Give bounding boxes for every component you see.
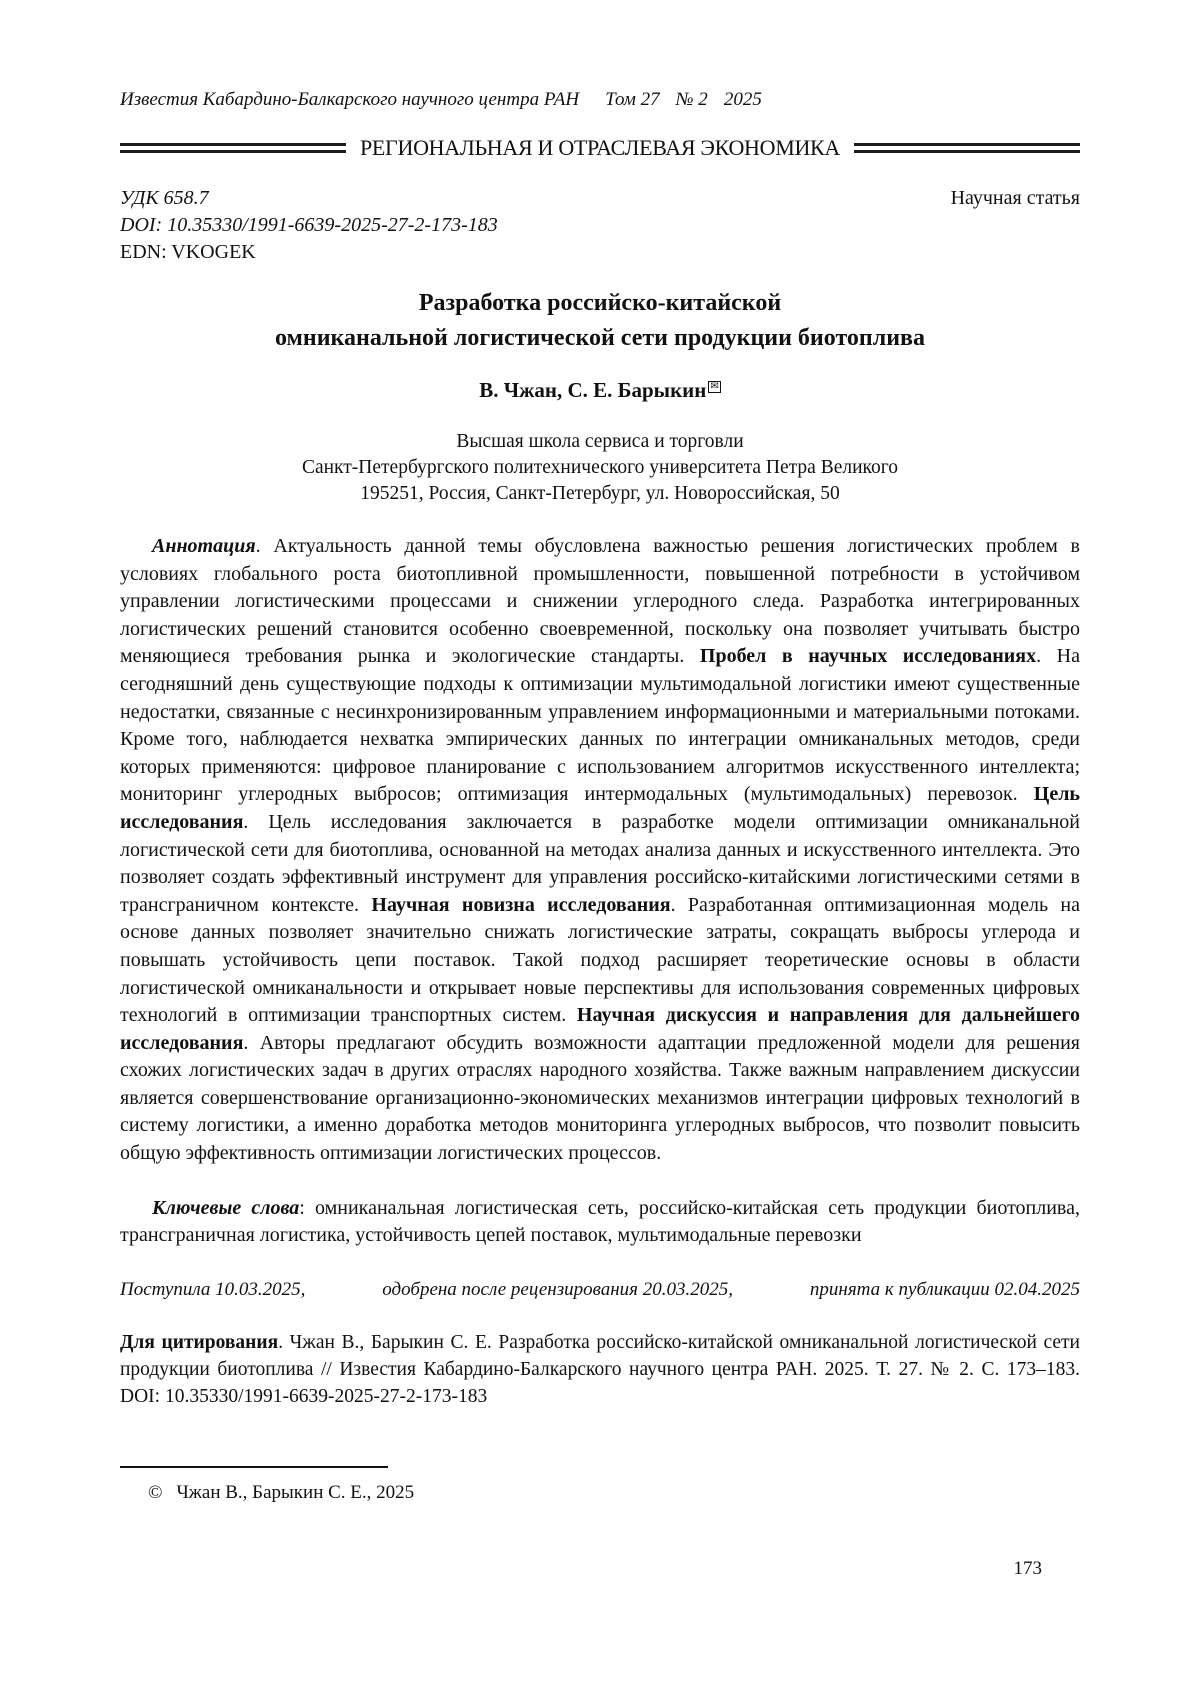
abstract-segment-3: . Цель исследования заключается в разработке модели оптимизации омниканальной логистической сети для биотоплива, основанной на методах анализа данных и искусственного интеллекта. Это позволяет создать эффективный инструмент для управления российско-китайскими логистическими сетями в трансграничном контексте. (120, 810, 1080, 916)
author-names: В. Чжан, С. Е. Барыкин (479, 378, 707, 402)
footnote-rule (120, 1466, 388, 1468)
dates-line (120, 1278, 1080, 1302)
udc-row (120, 185, 1080, 212)
edn-label: EDN: VKOGEK (120, 241, 256, 263)
citation-label: Для цитирования (120, 1331, 279, 1353)
abstract-heading-novelty: Научная новизна исследования (371, 893, 671, 916)
abstract-segment-4: . Разработанная оптимизационная модель на основе данных позволяет значительно снижать логистические затраты, сокращать выбросы углерода и повышать устойчивость цепи поставок. Такой подход расширяет теоретические основы в области логистической омниканальности и открывает новые перспективы для использования современных цифровых технологий в оптимизации транспортных систем. (120, 893, 1080, 1027)
abstract-paragraph (120, 533, 1080, 1168)
abstract-segment-2: . На сегодняшний день существующие подходы к оптимизации мультимодальной логистики имеют существенные недостатки, связанные с несинхронизированным управлением информационными и материальными потоками. Кроме того, наблюдается нехватка эмпирических данных по интеграции омниканальных методов, среди которых применяются: цифровое планирование с использованием алгоритмов искусственного интеллекта; мониторинг углеродных выбросов; оптимизация интермодальных (мультимодальных) перевозок. (120, 645, 1080, 806)
heading-rule-left (120, 143, 346, 153)
title-line-2: омниканальной логистической сети продукции биотоплива (274, 325, 925, 351)
article-title (120, 286, 1080, 356)
abstract-heading-discussion: Научная дискуссия и направления для дальнейшего исследования (120, 1004, 1080, 1054)
abstract-heading-gap: Пробел в научных исследованиях (699, 645, 1037, 668)
journal-header (120, 88, 1080, 111)
footnote (120, 1466, 1080, 1504)
citation-block (120, 1329, 1080, 1410)
email-icon: ✉ (710, 381, 719, 392)
abstract-label: Аннотация (152, 535, 256, 557)
citation-text: . Чжан В., Барыкин С. Е. Разработка российско-китайской омниканальной логистической сети продукции биотоплива // Известия Кабардино-Балкарского научного центра РАН. 2025. Т. 27. № 2. С. 173–183. DOI: 10.35330/1991-6639-2025-27-2-173-183 (120, 1331, 1080, 1407)
keywords-text: : омниканальная логистическая сеть, российско-китайская сеть продукции биотоплива, трансграничная логистика, устойчивость цепей поставок, мультимодальные перевозки (120, 1196, 1080, 1247)
affiliation-line-1: Высшая школа сервиса и торговли (456, 431, 744, 452)
udc-label: УДК 658.7 (120, 187, 209, 209)
abstract-heading-goal: Цель исследования (120, 783, 1080, 833)
journal-volume: Том 27 (605, 89, 660, 110)
article-meta (120, 185, 1080, 266)
affiliation-line-2: Санкт-Петербургского политехнического университета Петра Великого (301, 457, 899, 478)
abstract-segment-5: . Авторы предлагают обсудить возможности адаптации предложенной модели для решения схожих логистических задач в других отраслях народного хозяйства. Также важным направлением дискуссии является совершенствование организационно-экономических механизмов интеграции цифровых технологий в систему логистики, а именно доработка методов мониторинга углеродных выбросов, что позволит повысить общую эффективность оптимизации логистических процессов. (120, 1031, 1080, 1165)
section-heading-text: РЕГИОНАЛЬНАЯ И ОТРАСЛЕВАЯ ЭКОНОМИКА (359, 135, 841, 160)
copyright-line (120, 1482, 1080, 1504)
date-revised: одобрена после рецензирования 20.03.2025, (382, 1278, 733, 1300)
page-number: 173 (1013, 1558, 1042, 1579)
abstract-segment-1: . Актуальность данной темы обусловлена важностью решения логистических проблем в условиях глобального роста биотопливной промышленности, повышенной потребности в устойчивом управлении логистическими процессами и снижении углеродного следа. Разработка интегрированных логистических решений становится особенно своевременной, поскольку она позволяет учитывать быстро меняющиеся требования рынка и экологические стандарты. (120, 535, 1080, 668)
date-accepted: принята к публикации 02.04.2025 (809, 1278, 1080, 1300)
title-line-1: Разработка российско-китайской (418, 290, 782, 316)
copyright-text: Чжан В., Барыкин С. Е., 2025 (176, 1481, 415, 1503)
keywords-label: Ключевые слова (152, 1196, 300, 1219)
journal-year: 2025 (723, 89, 762, 110)
affiliation-line-3: 195251, Россия, Санкт-Петербург, ул. Новороссийская, 50 (360, 483, 840, 504)
journal-name: Известия Кабардино-Балкарского научного центра РАН (120, 89, 580, 110)
doi-label: DOI: 10.35330/1991-6639-2025-27-2-173-183 (120, 214, 498, 236)
keywords-paragraph (120, 1195, 1080, 1250)
copyright-symbol: © (148, 1481, 163, 1503)
journal-issue: № 2 (675, 89, 708, 110)
article-type-label: Научная статья (950, 187, 1080, 209)
heading-rule-right (854, 143, 1080, 153)
date-received: Поступила 10.03.2025, (120, 1278, 306, 1300)
affiliation (120, 429, 1080, 507)
authors-line (120, 378, 1080, 403)
section-heading (120, 135, 1080, 161)
